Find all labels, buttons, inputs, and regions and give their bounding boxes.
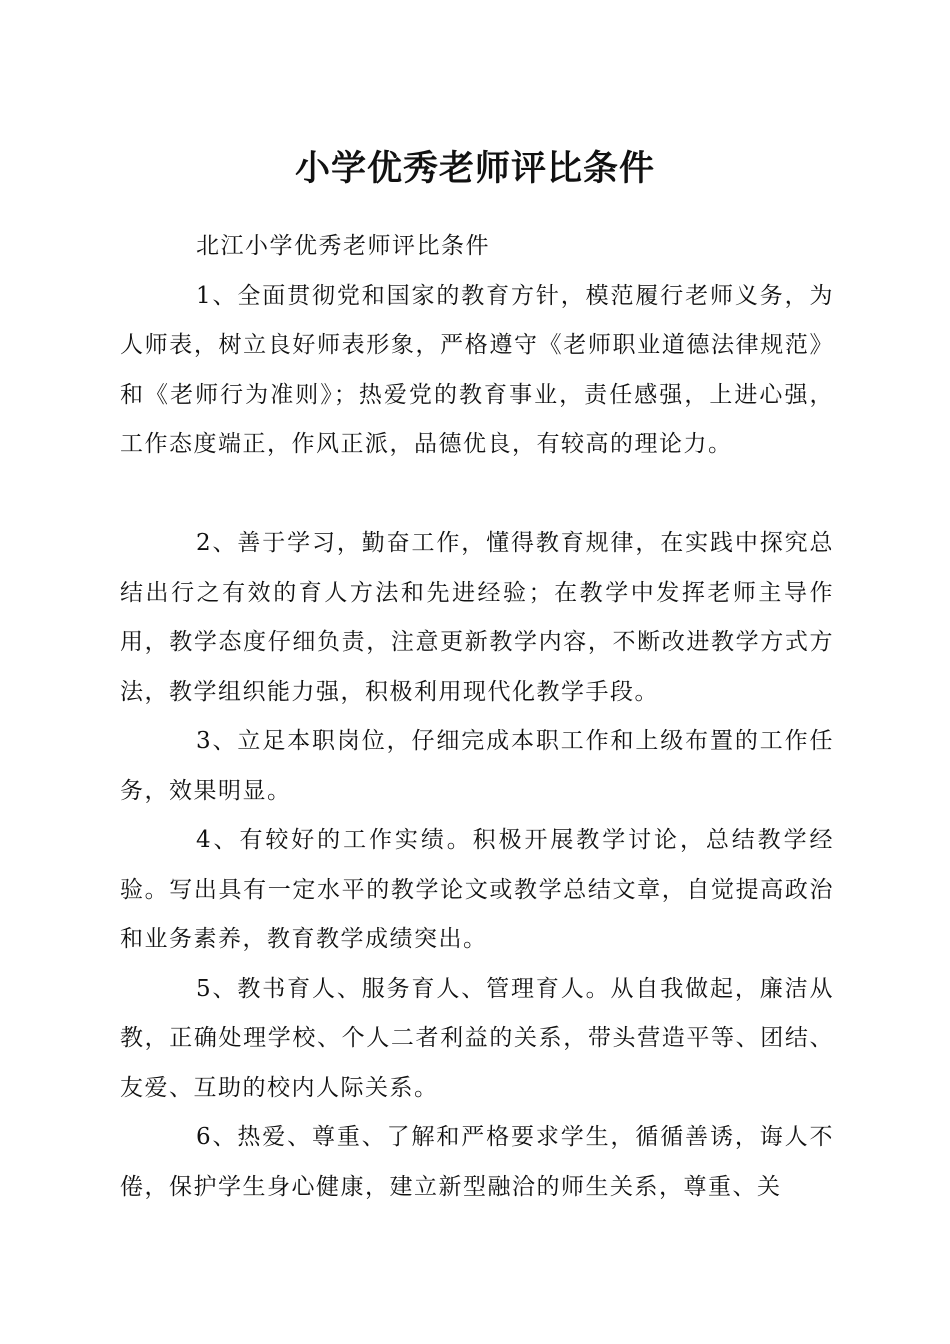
paragraph-2: 2、善于学习，勤奋工作，懂得教育规律，在实践中探究总结出行之有效的育人方法和先进经验；在教学中发挥老师主导作用，教学态度仔细负责，注意更新教学内容，不断改进教学方式方法，教学组织能力强，积极利用现代化教学手段。 xyxy=(120,530,834,705)
paragraph-3: 3、立足本职岗位，仔细完成本职工作和上级布置的工作任务，效果明显。 xyxy=(120,728,834,804)
paragraph-6: 6、热爱、尊重、了解和严格要求学生，循循善诱，诲人不倦，保护学生身心健康，建立新型融洽的师生关系，尊重、关 xyxy=(120,1124,834,1200)
document-title: 小学优秀老师评比条件 xyxy=(294,149,655,189)
document-body xyxy=(120,222,834,1212)
paragraph-spacer xyxy=(120,470,834,520)
paragraph-5: 5、教书育人、服务育人、管理育人。从自我做起，廉洁从教，正确处理学校、个人二者利益的关系，带头营造平等、团结、友爱、互助的校内人际关系。 xyxy=(120,975,834,1101)
document-subtitle: 北江小学优秀老师评比条件 xyxy=(196,233,490,259)
paragraph-1: 1、全面贯彻党和国家的教育方针，模范履行老师义务，为人师表，树立良好师表形象，严格遵守《老师职业道德法律规范》和《老师行为准则》；热爱党的教育事业，责任感强，上进心强，工作态度端正，作风正派，品德优良，有较高的理论力。 xyxy=(120,282,834,457)
paragraph-4: 4、有较好的工作实绩。积极开展教学讨论，总结教学经验。写出具有一定水平的教学论文或教学总结文章，自觉提高政治和业务素养，教育教学成绩突出。 xyxy=(120,827,834,952)
